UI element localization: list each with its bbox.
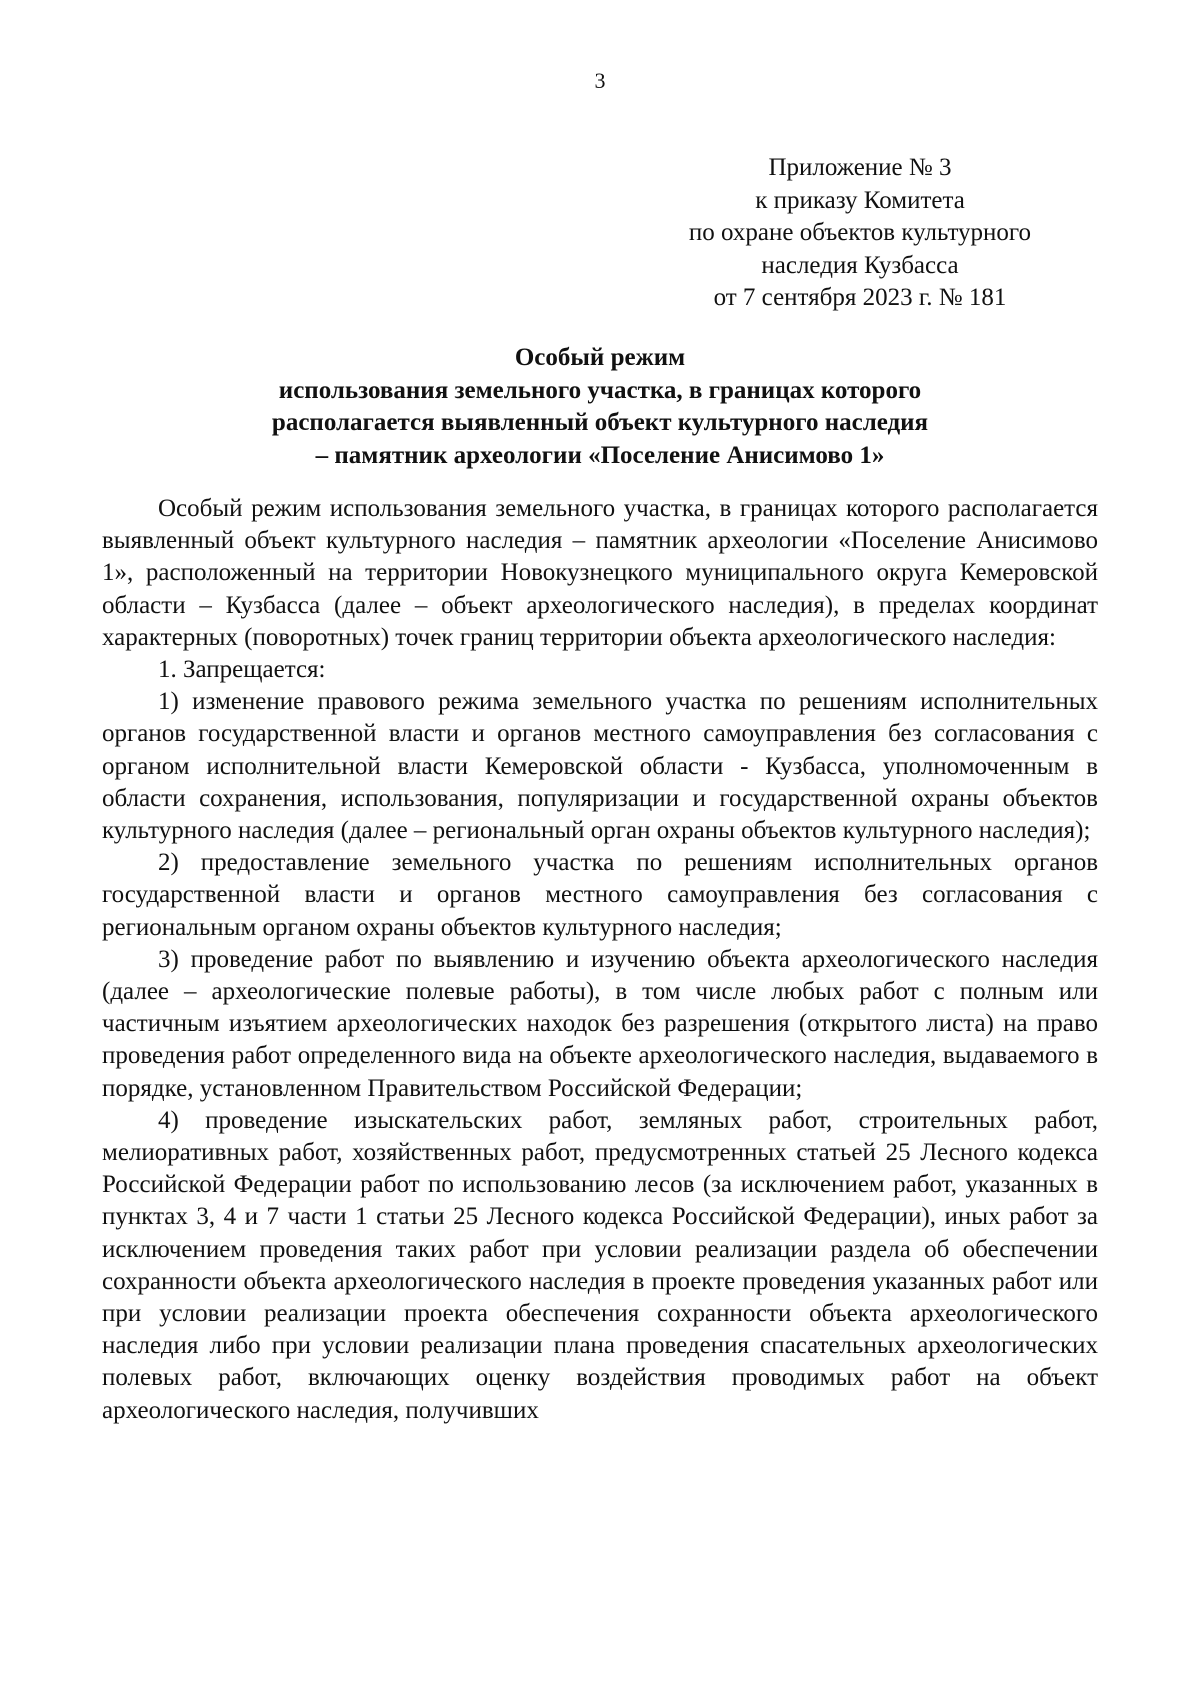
appendix-line: наследия Кузбасса bbox=[761, 251, 959, 279]
list-item: 2) предоставление земельного участка по решениям исполнительных органов государственной власти и органов местного самоуправления без согласования с региональным органом охраны объектов культурного наследия; bbox=[102, 849, 1098, 941]
appendix-line: Приложение № 3 bbox=[768, 154, 952, 181]
title-line: использования земельного участка, в границах которого bbox=[278, 376, 922, 404]
list-item: 3) проведение работ по выявлению и изучению объекта археологического наследия (далее – археологические полевые работы), в том числе любых работ с полным или частичным изъятием археологических находок без разрешения (открытого листа) на право проведения работ определенного вида на объекте археологического наследия, выдаваемого в порядке, установленном Правительством Российской Федерации; bbox=[102, 945, 1098, 1102]
appendix-header bbox=[640, 152, 1080, 315]
intro-paragraph: Особый режим использования земельного участка, в границах которого располагается выявленный объект культурного наследия – памятник археологии «Поселение Анисимово 1», расположенный на территории Новокузнецкого муниципального округа Кемеровской области – Кузбасса (далее – объект археологического наследия), в пределах координат характерных (поворотных) точек границ территории объекта археологического наследия: bbox=[102, 495, 1098, 651]
appendix-line: от 7 сентября 2023 г. № 181 bbox=[713, 284, 1007, 311]
section-heading: 1. Запрещается: bbox=[158, 656, 326, 684]
list-item: 1) изменение правового режима земельного участка по решениям исполнительных органов государственной власти и органов местного самоуправления без согласования с органом исполнительной власти Кемеровской области - Кузбасса, уполномоченным в области сохранения, использования, популяризации и государственной охраны объектов культурного наследия (далее – региональный орган охраны объектов культурного наследия); bbox=[102, 688, 1098, 845]
document-body bbox=[102, 493, 1098, 1427]
title-line: располагается выявленный объект культурного наследия bbox=[271, 409, 929, 436]
list-item: 4) проведение изыскательских работ, земляных работ, строительных работ, мелиоративных работ, хозяйственных работ, предусмотренных статьей 25 Лесного кодекса Российской Федерации работ по использованию лесов (за исключением работ, указанных в пунктах 3, 4 и 7 части 1 статьи 25 Лесного кодекса Российской Федерации), иных работ за исключением проведения таких работ при условии реализации раздела об обеспечении сохранности объекта археологического наследия в проекте проведения указанных работ или при условии реализации проекта обеспечения сохранности объекта археологического наследия либо при условии реализации плана проведения спасательных археологических полевых работ, включающих оценку воздействия проводимых работ на объект археологического наследия, получивших bbox=[102, 1106, 1098, 1424]
appendix-line: к приказу Комитета bbox=[755, 186, 965, 214]
appendix-line: по охране объектов культурного bbox=[688, 219, 1032, 246]
title-line: – памятник археологии «Поселение Анисимово 1» bbox=[315, 441, 885, 469]
document-title bbox=[100, 342, 1100, 472]
page-number: 3 bbox=[594, 68, 606, 93]
title-line: Особый режим bbox=[514, 344, 686, 371]
